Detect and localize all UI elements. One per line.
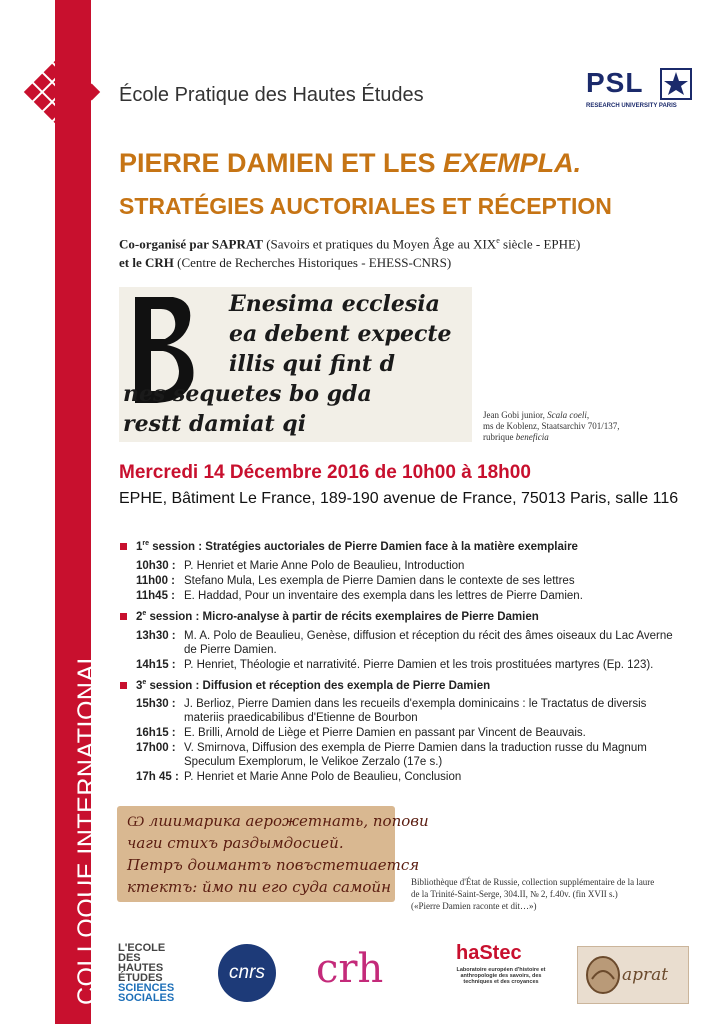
psl-logo (586, 67, 696, 119)
session-heading (119, 610, 679, 623)
psl-word: PSL (586, 67, 644, 98)
caption-text: Bibliothèque d'État de Russie, collection supplémentaire de la laure (411, 877, 655, 887)
caption-text: Jean Gobi junior, (483, 410, 548, 420)
hastec-word: haStec (456, 942, 522, 964)
ms2-line: Ѡ лшимарика аерожетнать, попови (127, 812, 429, 830)
row-time: 15h30 : (136, 698, 176, 711)
session-title: session : Diffusion et réception des exempla de Pierre Damien (146, 679, 491, 692)
partner-logos (118, 938, 698, 1008)
session-title: session : Micro-analyse à partir de récits exemplaires de Pierre Damien (146, 610, 539, 623)
session-sup: re (142, 540, 150, 547)
session-sup: e (142, 609, 147, 617)
caption-italic: Scala coeli (547, 410, 587, 420)
ms-line: ea debent expecte (229, 321, 452, 347)
hastec-subtitle: Laboratoire européen d'histoire et anthropologie des savoirs, des techniques et des croyances (456, 967, 546, 985)
ms-line: restt damiat qi (123, 411, 307, 437)
row-time: 16h15 : (136, 727, 176, 740)
square-bullet-icon (120, 682, 127, 689)
manuscript-caption-1 (483, 410, 619, 443)
row-time: 11h45 : (136, 589, 175, 602)
crh-logo: crh (316, 946, 384, 992)
ehess-logo (118, 943, 178, 1003)
ehess-text: L'ECOLE (118, 942, 166, 954)
program-list (119, 536, 679, 785)
ehess-text: SCIENCES (118, 982, 175, 994)
ehess-text: ÉTUDES (118, 972, 163, 984)
ehess-text: DES HAUTES (118, 952, 164, 974)
saprat-emblem-icon (584, 953, 622, 997)
session-num: 1 (136, 540, 143, 553)
title-prefix: PIERRE DAMIEN ET LES (119, 148, 444, 178)
ms-line: illis qui fint d (229, 351, 396, 377)
row-text: Stefano Mula, Les exempla de Pierre Damien dans le contexte de ses lettres (184, 574, 575, 587)
ehess-text: SOCIALES (118, 992, 175, 1004)
manuscript-caption-2 (411, 876, 654, 912)
ms2-line: чаги стихъ раздымдосией. (127, 834, 344, 852)
main-title (119, 148, 581, 179)
program-row (136, 574, 679, 588)
coorganizer-line-2 (119, 255, 451, 271)
row-text: V. Smirnova, Diffusion des exempla de Pierre Damien dans la traduction russe du Magnum Speculum Exemplorum, le Velikoe Zerzalo (17e s.) (184, 742, 647, 769)
hastec-logo (456, 942, 546, 985)
ms-line: Enesima ecclesia (229, 291, 440, 317)
coorganizer-line-1 (119, 236, 580, 252)
coorg-bold-1: Co-organisé par SAPRAT (119, 236, 263, 252)
session-title: session : Stratégies auctoriales de Pierre Damien face à la matière exemplaire (149, 540, 578, 553)
coorg-rest-1a: (Savoirs et pratiques du Moyen Âge au XIX (262, 236, 497, 252)
ms2-line: ктектъ: ймо пи его суда самойн (127, 878, 391, 896)
ms2-line: Петръ доимантъ повъстетиается (127, 856, 420, 874)
school-name: École Pratique des Hautes Études (119, 84, 424, 106)
program-row (136, 770, 679, 784)
row-time: 13h30 : (136, 629, 176, 642)
program-row (136, 658, 679, 672)
row-time: 10h30 : (136, 559, 176, 572)
manuscript-image-latin (119, 287, 472, 442)
session-heading (119, 679, 679, 692)
event-date: Mercredi 14 Décembre 2016 de 10h00 à 18h00 (119, 462, 531, 483)
caption-text: , (586, 410, 590, 420)
session-sup: e (142, 678, 147, 686)
program-row (136, 697, 679, 725)
row-text: P. Henriet et Marie Anne Polo de Beaulieu, Introduction (184, 559, 465, 572)
row-text: E. Haddad, Pour un inventaire des exempla dans les lettres de Pierre Damien. (184, 589, 583, 602)
event-venue: EPHE, Bâtiment Le France, 189-190 avenue de France, 75013 Paris, salle 116 (119, 490, 679, 507)
program-row (136, 741, 679, 769)
caption-text: rubrique (483, 432, 516, 442)
row-time: 17h00 : (136, 742, 176, 755)
program-row (136, 559, 679, 573)
ephe-diamond-logo (18, 48, 106, 136)
row-text: P. Henriet, Théologie et narrativité. Pierre Damien et les trois prostituées martyres (Ep. 123). (184, 658, 654, 671)
square-bullet-icon (120, 543, 127, 550)
session-heading (119, 540, 679, 553)
psl-subtitle: RESEARCH UNIVERSITY PARIS (586, 103, 677, 109)
program-row (136, 589, 679, 603)
row-time: 14h15 : (136, 658, 176, 671)
coorg-bold-2: et le CRH (119, 255, 174, 270)
caption-text: («Pierre Damien raconte et dit…») (411, 901, 537, 911)
session-num: 3 (136, 679, 143, 692)
square-bullet-icon (120, 613, 127, 620)
row-time: 17h 45 : (136, 771, 179, 784)
program-row (136, 726, 679, 740)
caption-text: de la Trinité-Saint-Serge, 304.II, № 2, f.40v. (fin XVII s.) (411, 889, 618, 899)
row-text: E. Brilli, Arnold de Liège et Pierre Damien en passant par Vincent de Beauvais. (184, 727, 586, 740)
coorg-rest-2: (Centre de Recherches Historiques - EHESS-CNRS) (173, 255, 452, 270)
subtitle: STRATÉGIES AUCTORIALES ET RÉCEPTION (119, 193, 612, 219)
saprat-word: aprat (622, 965, 669, 985)
saprat-logo (577, 946, 689, 1004)
caption-italic: beneficia (515, 432, 549, 442)
caption-text: ms de Koblenz, Staatsarchiv 701/137, (483, 421, 620, 431)
ms-line: nes sequetes bo gda (123, 381, 372, 407)
coorg-sup: e (496, 236, 500, 245)
row-time: 11h00 : (136, 574, 175, 587)
session-num: 2 (136, 610, 143, 623)
row-text: M. A. Polo de Beaulieu, Genèse, diffusion et réception du récit des âmes oiseaux du Lac Averne de Pierre Damien. (184, 629, 673, 656)
row-text: P. Henriet et Marie Anne Polo de Beaulieu, Conclusion (184, 771, 462, 784)
title-italic: EXEMPLA. (443, 148, 582, 178)
star-icon (660, 68, 692, 100)
colloque-label: COLLOQUE INTERNATIONAL (73, 649, 101, 1005)
program-row (136, 629, 679, 657)
coorg-rest-1b: siècle - EPHE) (499, 236, 581, 252)
row-text: J. Berlioz, Pierre Damien dans les recueils d'exempla dominicains : le Tractatus de diversis materiis praedicabilibus d'Etienne de Bourbon (184, 698, 647, 725)
manuscript-image-russian (117, 806, 429, 902)
cnrs-logo: cnrs (218, 944, 276, 1002)
